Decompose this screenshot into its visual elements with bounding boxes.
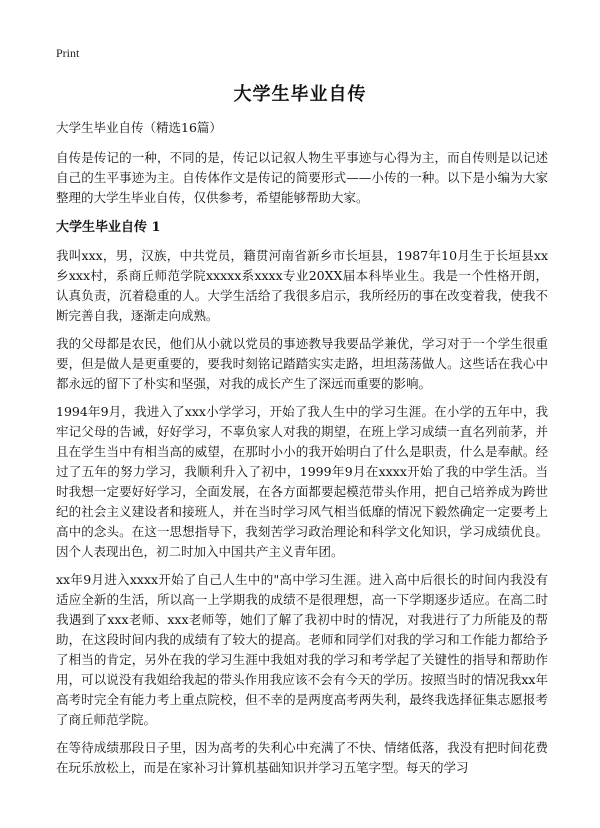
body-paragraph: 我叫xxx，男，汉族，中共党员，籍贯河南省新乡市长垣县，1987年10月生于长垣县xx乡xxx村，系商丘师范学院xxxxx系xxxx专业20XX届本科毕业生。我是一个性格开朗，认真负责，沉着稳重的人。大学生活给了我很多启示，我所经历的事在改变着我，使我不断完善自我，逐渐走向成熟。	[56, 248, 548, 323]
body-paragraph: 在等待成绩那段日子里，因为高考的失利心中充满了不快、情绪低落，我没有把时间花费在玩乐放松上，而是在家补习计算机基础知识并学习五笔字型。每天的学习	[56, 740, 548, 775]
document-subtitle: 大学生毕业自传（精选16篇）	[56, 120, 222, 135]
body-paragraph: 1994年9月，我进入了xxx小学学习，开始了我人生中的学习生涯。在小学的五年中，我牢记父母的告诫，好好学习，不辜负家人对我的期望，在班上学习成绩一直名列前茅，并且在学生当中有相当高的威望，在那时小小的我开始明白了什么是职责，什么是奉献。经过了五年的努力学习，我顺利升入了初中，1999年9月在xxxx开始了我的中学生活。当时我想一定要好好学习，全面发展，在各方面都要起模范带头作用，把自己培养成为跨世纪的社会主义建设者和接班人，并在当时学习风气相当低靡的情况下毅然确定一定要考上高中的念头。在这一思想指导下，我刻苦学习政治理论和科学文化知识，学习成绩优良。因个人表现出色，初二时加入中国共产主义青年团。	[56, 404, 548, 559]
print-link[interactable]: Print	[56, 46, 80, 60]
page-title: 大学生毕业自传	[233, 84, 367, 105]
section-heading: 大学生毕业自传 1	[56, 220, 161, 235]
document-body	[56, 118, 548, 786]
intro-paragraph: 自传是传记的一种，不同的是，传记以记叙人物生平事迹与心得为主，而自传则是以记述自己的生平事迹为主。自传体作文是传记的简要形式——小传的一种。以下是小编为大家整理的大学生毕业自传，仅供参考，希望能够帮助大家。	[56, 150, 548, 205]
body-paragraph: 我的父母都是农民，他们从小就以党员的事迹教导我要品学兼优，学习对于一个学生很重要，但是做人是更重要的，要我时刻铭记踏踏实实走路，坦坦荡荡做人。这些话在我心中都永远的留下了朴实和坚强，对我的成长产生了深远而重要的影响。	[56, 336, 548, 391]
body-paragraph: xx年9月进入xxxx开始了自己人生中的"高中学习生涯。进入高中后很长的时间内我没有适应全新的生活，所以高一上学期我的成绩不是很理想，高一下学期逐步适应。在高二时我遇到了xxx老师、xxx老师等，她们了解了我初中时的情况，对我进行了力所能及的帮助，在这段时间内我的成绩有了较大的提高。老师和同学们对我的学习和工作能力都给予了相当的肯定，另外在我的学习生涯中我姐对我的学习和考学起了关键性的指导和帮助作用，可以说没有我姐给我起的带头作用我应该不会有今天的学历。按照当时的情况我xx年高考时完全有能力考上重点院校，但不幸的是两度高考两失利，最终我选择征集志愿报考了商丘师范学院。	[56, 572, 548, 727]
